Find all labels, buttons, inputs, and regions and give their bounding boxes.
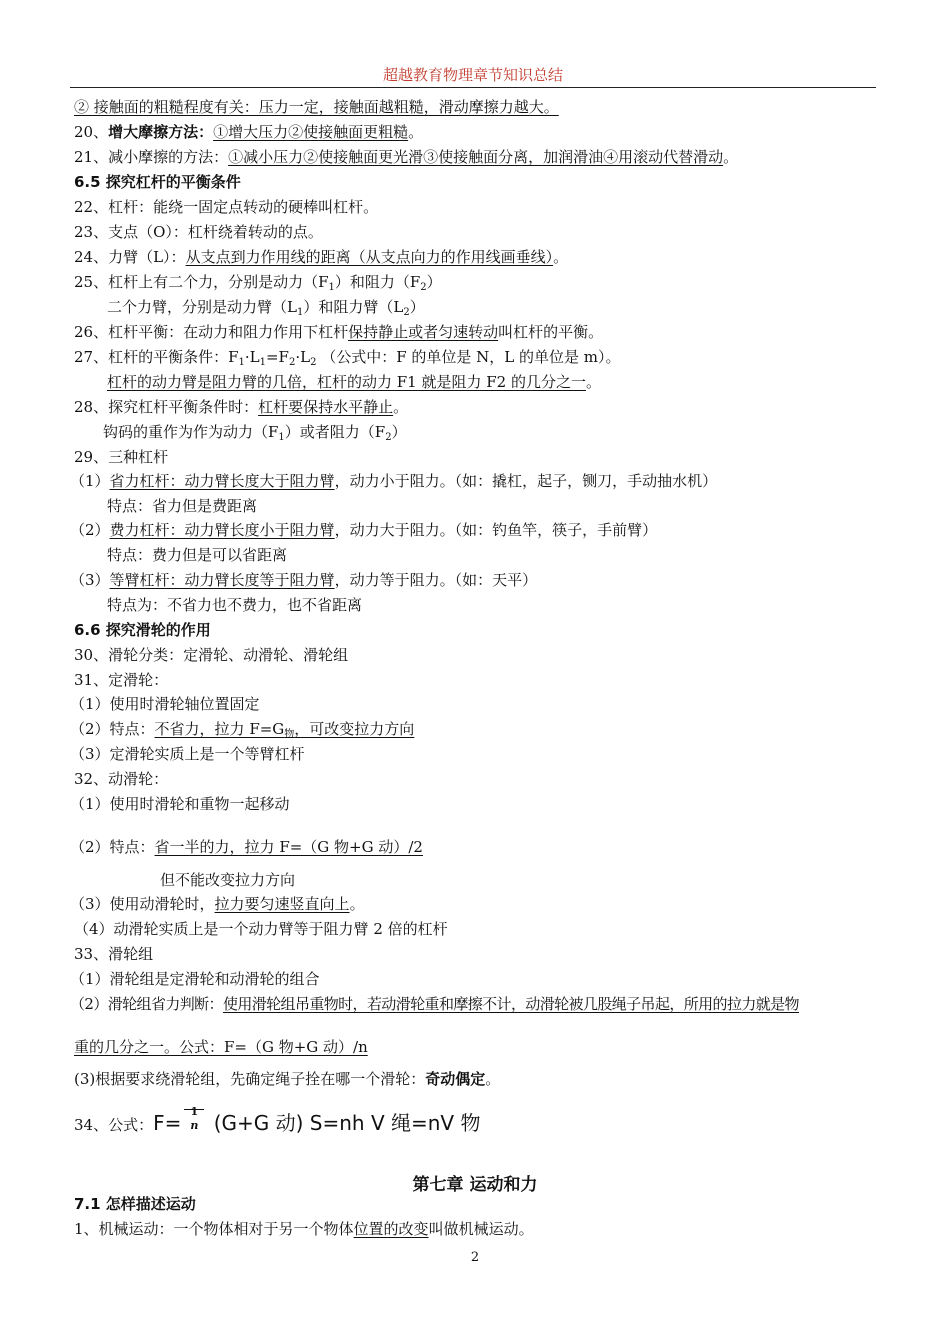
subscript: 2	[310, 357, 317, 368]
subscript: 1	[278, 432, 285, 443]
line-29-2-feature: 特点：费力但是可以省距离	[107, 546, 288, 564]
text: 钩码的重作为作为动力（F	[103, 423, 279, 441]
section-6-6-heading: 6.6 探究滑轮的作用	[74, 621, 211, 639]
text: （2）	[70, 521, 110, 539]
text: 杠杆要保持水平静止	[258, 398, 394, 416]
text: ，可改变拉力方向	[294, 720, 415, 738]
line-33-1: （1）滑轮组是定滑轮和动滑轮的组合	[70, 970, 320, 988]
text: 24、力臂（L）：	[74, 248, 186, 266]
subscript: 2	[420, 282, 427, 293]
line-25	[74, 272, 442, 298]
line-27-ratio	[107, 372, 601, 392]
text: 叫杠杆的平衡。	[498, 323, 604, 341]
text: ）和阻力臂（L	[303, 298, 404, 316]
text: 增大摩擦方法：	[108, 123, 214, 141]
text: 。	[553, 248, 569, 266]
text: 拉力要匀速竖直向上	[214, 895, 350, 913]
line-21	[74, 147, 738, 167]
line-29-2	[70, 520, 657, 540]
subscript: 1	[328, 282, 335, 293]
subscript: 物	[284, 729, 295, 740]
text: 杠杆的动力臂是阻力臂的几倍，杠杆的动力 F1 就是阻力 F2 的几分之一	[107, 373, 586, 391]
text: 。	[349, 895, 365, 913]
text: 28、探究杠杆平衡条件时：	[74, 398, 259, 416]
line-30: 30、滑轮分类：定滑轮、动滑轮、滑轮组	[74, 646, 349, 664]
text: （2）滑轮组省力判断：	[70, 995, 223, 1013]
page-header	[70, 64, 876, 88]
line-29: 29、三种杠杆	[74, 448, 169, 466]
formula-text: F=	[153, 1111, 182, 1135]
text: ）	[409, 298, 425, 316]
text: 。	[408, 123, 424, 141]
text: 27、杠杆的平衡条件：F	[74, 348, 239, 366]
text: 26、杠杆平衡：在动力和阻力作用下杠杆	[74, 323, 349, 341]
subscript: 1	[259, 357, 266, 368]
text: ，动力大于阻力。（如：钓鱼竿，筷子，手前臂）	[334, 521, 658, 539]
line-29-3	[70, 570, 537, 590]
line-31-1: （1）使用时滑轮轴位置固定	[70, 695, 260, 713]
fraction-numerator: 1	[190, 1105, 199, 1118]
text: 从支点到力作用线的距离（从支点向力的作用线画垂线）	[185, 248, 554, 266]
text: ）和阻力（F	[334, 273, 421, 291]
text: ①减小压力②使接触面更光滑③使接触面分离，加润滑油④用滚动代替滑动	[228, 148, 724, 166]
line-23: 23、支点（O）：杠杆绕着转动的点。	[74, 223, 323, 241]
text: ，动力等于阻力。（如：天平）	[334, 571, 538, 589]
text	[155, 720, 415, 738]
header-title: 超越教育物理章节知识总结	[382, 66, 563, 84]
fraction	[181, 1100, 207, 1132]
line-27	[74, 347, 621, 373]
text: =F	[265, 348, 289, 366]
text: （2）特点：	[70, 838, 155, 856]
text: ）	[391, 423, 407, 441]
text: 21、减小摩擦的方法：	[74, 148, 229, 166]
text: ，动力小于阻力。（如：撬杠，起子，铡刀，手动抽水机）	[334, 472, 718, 490]
text: 位置的改变	[353, 1220, 429, 1238]
fraction-denominator: n	[190, 1119, 199, 1132]
text: 使用滑轮组吊重物时，若动滑轮重和摩擦不计，动滑轮被几股绳子吊起，所用的拉力就是物	[222, 995, 799, 1013]
line-26	[74, 322, 603, 342]
line-33: 33、滑轮组	[74, 945, 154, 963]
line-32-2-direction: 但不能改变拉力方向	[160, 871, 296, 889]
chapter-title: 第七章 运动和力	[412, 1175, 538, 1195]
text: 。	[723, 148, 739, 166]
line-33-2	[70, 994, 799, 1014]
line-31-2	[70, 719, 414, 745]
line-7-1-1	[74, 1219, 534, 1239]
text: ② 接触面的粗糙程度有关：压力一定，接触面越粗糙，滑动摩擦力越大。	[74, 98, 559, 116]
line-28	[74, 397, 408, 417]
text: ）	[426, 273, 442, 291]
line-25-arms	[107, 297, 425, 323]
text: ·L	[295, 348, 311, 366]
formula-text: (G+G 动) S=nh V 绳=nV 物	[207, 1111, 481, 1135]
subscript: 1	[238, 357, 245, 368]
text: 二个力臂，分别是动力臂（L	[107, 298, 297, 316]
subscript: 2	[288, 357, 296, 368]
text: ①增大压力②使接触面更粗糙	[213, 123, 409, 141]
section-6-5-heading: 6.5 探究杠杆的平衡条件	[74, 173, 241, 191]
section-7-1-heading: 7.1 怎样描述运动	[74, 1195, 196, 1213]
line-29-3-feature: 特点为：不省力也不费力，也不省距离	[107, 596, 363, 614]
text: （3）	[70, 571, 110, 589]
line-32-2	[70, 837, 423, 857]
line-31: 31、定滑轮：	[74, 671, 169, 689]
line-31-3: （3）定滑轮实质上是一个等臂杠杆	[70, 745, 305, 763]
text: ）或者阻力（F	[284, 423, 386, 441]
text: 。	[585, 373, 601, 391]
line-32-3	[70, 894, 365, 914]
line-29-1	[70, 471, 717, 491]
text: （2）特点：	[70, 720, 155, 738]
subscript: 1	[296, 307, 304, 318]
text: 费力杠杆：动力臂长度小于阻力臂	[109, 521, 335, 539]
line-32: 32、动滑轮：	[74, 770, 169, 788]
text: 25、杠杆上有二个力，分别是动力（F	[74, 273, 329, 291]
text: 等臂杠杆：动力臂长度等于阻力臂	[109, 571, 335, 589]
text: 。	[485, 1070, 501, 1088]
text: 省一半的力，拉力 F=（G 物+G 动）/2	[154, 838, 423, 856]
text: 奇动偶定	[425, 1070, 486, 1088]
text: （3）使用动滑轮时，	[70, 895, 215, 913]
text: （公式中：F 的单位是 N，L 的单位是 m）。	[316, 348, 621, 366]
subscript: 2	[403, 307, 410, 318]
text: (3)根据要求绕滑轮组，先确定绳子拴在哪一个滑轮：	[74, 1070, 426, 1088]
text: 1、机械运动：一个物体相对于另一个物体	[74, 1220, 354, 1238]
line-32-4: （4）动滑轮实质上是一个动力臂等于阻力臂 2 倍的杠杆	[74, 920, 448, 938]
text: 不省力，拉力 F=G	[154, 720, 285, 738]
text: 。	[393, 398, 409, 416]
line-33-2-cont	[74, 1037, 368, 1057]
text: 34、公式：	[74, 1116, 154, 1134]
line-22: 22、杠杆：能绕一固定点转动的硬棒叫杠杆。	[74, 198, 379, 216]
text: 省力杠杆：动力臂长度大于阻力臂	[109, 472, 335, 490]
line-34	[74, 1100, 480, 1143]
text: 保持静止或者匀速转动	[348, 323, 499, 341]
text: 重的几分之一。公式：F=（G 物+G 动）/n	[74, 1038, 368, 1056]
subscript: 2	[385, 432, 392, 443]
line-24	[74, 247, 568, 267]
text: 叫做机械运动。	[428, 1220, 534, 1238]
line-friction-roughness	[74, 97, 559, 117]
line-29-1-feature: 特点：省力但是费距离	[107, 497, 258, 515]
text: （1）	[70, 472, 110, 490]
line-28-weights	[103, 422, 407, 448]
text: 20、	[74, 123, 109, 141]
line-20	[74, 122, 423, 142]
line-33-3	[74, 1069, 500, 1089]
line-32-1: （1）使用时滑轮和重物一起移动	[70, 795, 290, 813]
text: ·L	[244, 348, 260, 366]
page-number: 2	[470, 1250, 480, 1265]
